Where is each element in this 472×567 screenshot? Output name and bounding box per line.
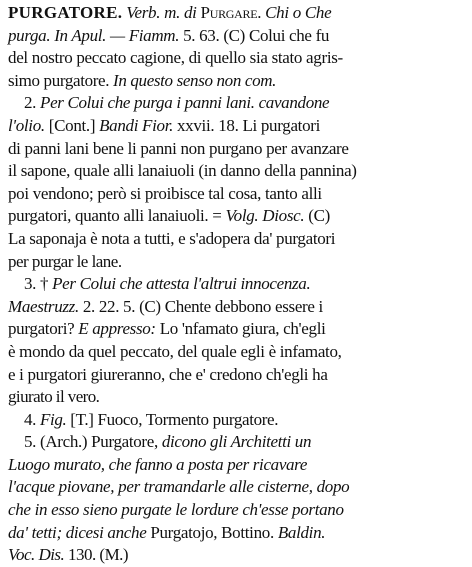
definition-line-0: [126, 3, 331, 22]
text-run: l'acque piovane, per tramandarle alle cisterne, dopo: [8, 477, 350, 497]
sense-2-line-2: [8, 138, 466, 161]
text-run: Verb. m. di: [126, 3, 201, 22]
sense-5-line-2: [8, 476, 466, 499]
text-run: Purgare: [200, 3, 258, 22]
text-run: [Cont.]: [48, 115, 100, 135]
text-run: Luogo murato, che fanno a posta per ricavare: [8, 454, 308, 474]
text-run: Maestruzz.: [8, 296, 83, 316]
sense-3-line-4: [8, 364, 466, 387]
text-run: Lo 'nfamato giura, ch'egli: [155, 319, 326, 339]
text-run: Per Colui che purga i panni lani. cavandone: [40, 93, 330, 113]
text-run: 5. 63. (C) Colui che fu: [183, 25, 330, 45]
sense-3-line-1: [8, 296, 466, 319]
sense-2-line-4: [8, 183, 466, 206]
text-run: e i purgatori giureranno, che e' credono ch'egli ha: [8, 364, 328, 384]
sense-2-line-0: [8, 92, 466, 115]
text-run: Purgatojo, Bottino.: [150, 522, 278, 542]
sense-3-line-2: [8, 318, 466, 341]
dictionary-entry: [8, 2, 466, 567]
text-run: il sapone, quale alli lanaiuoli (in danno della pannina): [8, 161, 357, 181]
text-run: 3. †: [24, 274, 53, 294]
text-run: è mondo da quel peccato, del quale egli è infamato,: [8, 341, 342, 361]
text-run: [T.] Fuoco, Tormento purgatore.: [70, 409, 279, 429]
text-run: 130. (M.): [68, 545, 129, 565]
definition-line-1: [8, 25, 466, 48]
headword: PURGATORE.: [8, 3, 123, 22]
text-run: Volg. Diosc.: [225, 206, 305, 226]
sense-3: [8, 273, 466, 409]
sense-2: [8, 92, 466, 273]
text-run: La saponaja è nota a tutti, e s'adopera da' purgatori: [8, 228, 336, 248]
text-run: che in esso sieno purgate le lordure ch'esse portano: [8, 500, 344, 520]
text-run: Fig.: [39, 409, 71, 429]
text-run: di panni lani bene li panni non purgano per avanzare: [8, 138, 349, 158]
sense-2-line-1: [8, 115, 466, 138]
sense-5: [8, 431, 466, 567]
sense-4-line-0: [8, 409, 466, 432]
sense-3-line-5: [8, 386, 466, 409]
text-run: Bandi Fior.: [99, 115, 177, 135]
sense-5-line-0: [8, 431, 466, 454]
text-run: da' tetti; dicesi anche: [8, 522, 151, 542]
text-run: (C): [304, 206, 330, 226]
text-run: 2. 22. 5. (C) Chente debbono essere i: [82, 296, 323, 316]
text-run: purgatori?: [8, 319, 79, 339]
text-run: del nostro peccato cagione, di quello sia stato agris-: [8, 48, 343, 68]
text-run: purga. In Apul. — Fiamm.: [8, 25, 184, 45]
sense-3-line-0: [8, 273, 466, 296]
sense-2-line-7: [8, 251, 466, 274]
sense-5-line-3: [8, 499, 466, 522]
sense-2-line-3: [8, 160, 466, 183]
text-run: poi vendono; però si proibisce tal cosa, tanto alli: [8, 183, 322, 203]
text-run: simo purgatore.: [8, 70, 114, 90]
text-run: 2.: [24, 93, 41, 113]
text-run: 4.: [24, 409, 40, 429]
definition-line-3: [8, 70, 466, 93]
text-run: Chi o Che: [265, 3, 332, 22]
text-run: E appresso:: [78, 319, 156, 339]
text-run: Per Colui che attesta l'altrui innocenza.: [52, 274, 311, 294]
text-run: .: [257, 3, 266, 22]
text-run: dicono gli Architetti un: [161, 432, 312, 452]
definition-line-2: [8, 47, 466, 70]
text-run: l'olio.: [8, 115, 49, 135]
text-run: purgatori, quanto alli lanaiuoli. =: [8, 206, 226, 226]
text-run: giurato il vero.: [8, 387, 100, 407]
sense-2-line-5: [8, 205, 466, 228]
sense-4: [8, 409, 466, 432]
text-run: Baldin.: [277, 522, 326, 542]
text-run: xxvii. 18. Li purgatori: [177, 115, 321, 135]
sense-5-line-5: [8, 544, 466, 567]
sense-2-line-6: [8, 228, 466, 251]
sense-3-line-3: [8, 341, 466, 364]
text-run: per purgar le lane.: [8, 251, 122, 271]
sense-5-line-1: [8, 454, 466, 477]
headword-line: [8, 2, 466, 25]
entry-definition: [8, 2, 466, 92]
text-run: Voc. Dis.: [8, 545, 69, 565]
text-run: 5. (Arch.) Purgatore,: [24, 432, 162, 452]
text-run: In questo senso non com.: [113, 70, 277, 90]
